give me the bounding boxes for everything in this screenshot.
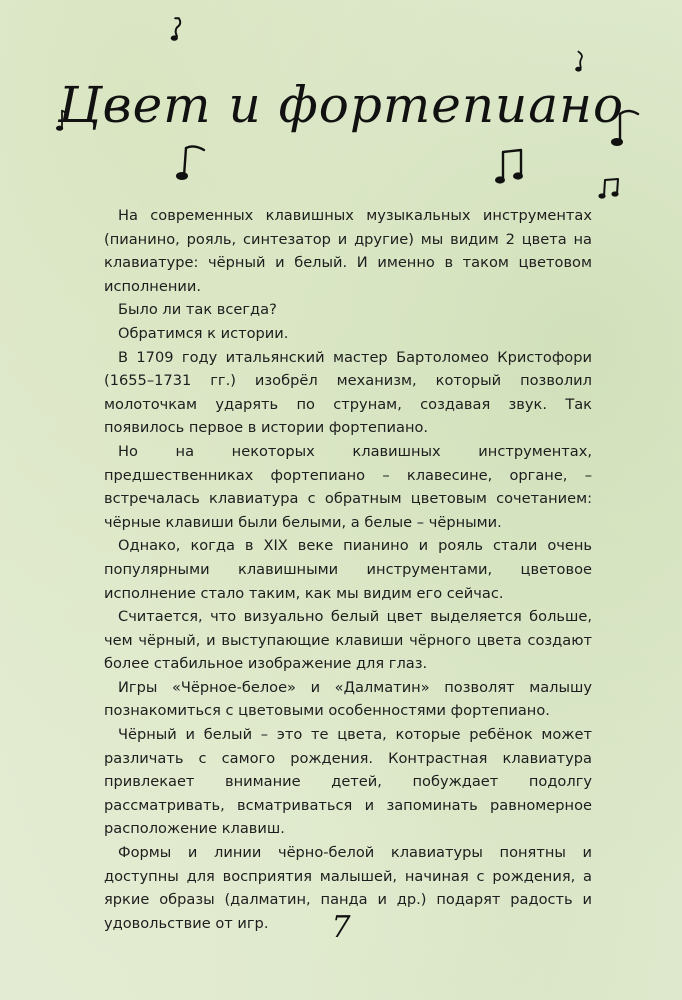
music-note-icon (572, 48, 588, 76)
body-text (104, 204, 592, 935)
paragraph: Формы и линии чёрно-белой клавиатуры понятны и доступны для восприятия малышей, начиная с рождения, а яркие образы (далматин, панда и др.) подарят радость и удовольствие от игр. (104, 844, 592, 932)
paragraph: Обратимся к истории. (118, 324, 289, 342)
paragraph: Считается, что визуально белый цвет выделяется больше, чем чёрный, и выступающие клавиши чёрного цвета создают более стабильное изображение для глаз. (104, 608, 592, 673)
page-number: 7 (331, 910, 351, 945)
paragraph: Чёрный и белый – это те цвета, которые ребёнок может различать с самого рождения. Контрастная клавиатура привлекает внимание детей, побуждает подолгу рассматривать, всматриваться и запоминать равномерное расположение клавиш. (104, 726, 592, 838)
paragraph: Было ли так всегда? (118, 301, 277, 319)
paragraph: Однако, когда в XIX веке пианино и рояль стали очень популярными клавишными инструментами, цветовое исполнение стало таким, как мы видим его сейчас. (104, 537, 592, 602)
paragraph: На современных клавишных музыкальных инструментах (пианино, рояль, синтезатор и другие) мы видим 2 цвета на клавиатуре: чёрный и белый. И именно в таком цветовом исполнении. (104, 207, 592, 295)
beamed-notes-icon (598, 176, 622, 202)
paragraph: В 1709 году итальянский мастер Бартоломео Кристофори (1655–1731 гг.) изобрёл механизм, который позволил молоточкам ударять по струнам, создавая звук. Так появилось первое в истории фортепиано. (104, 348, 592, 437)
music-note-icon (174, 142, 208, 182)
beamed-notes-icon (494, 146, 528, 188)
paragraph: Игры «Чёрное-белое» и «Далматин» позволят малышу познакомиться с цветовыми особенностями фортепиано. (104, 678, 592, 720)
paragraph: Но на некоторых клавишных инструментах, предшественниках фортепиано – клавесине, органе, – встречалась клавиатура с обратным цветовым сочетанием: чёрные клавиши были белыми, а белые – чёрными. (104, 442, 592, 531)
page-title: Цвет и фортепиано (57, 76, 625, 134)
music-note-icon (168, 16, 186, 44)
